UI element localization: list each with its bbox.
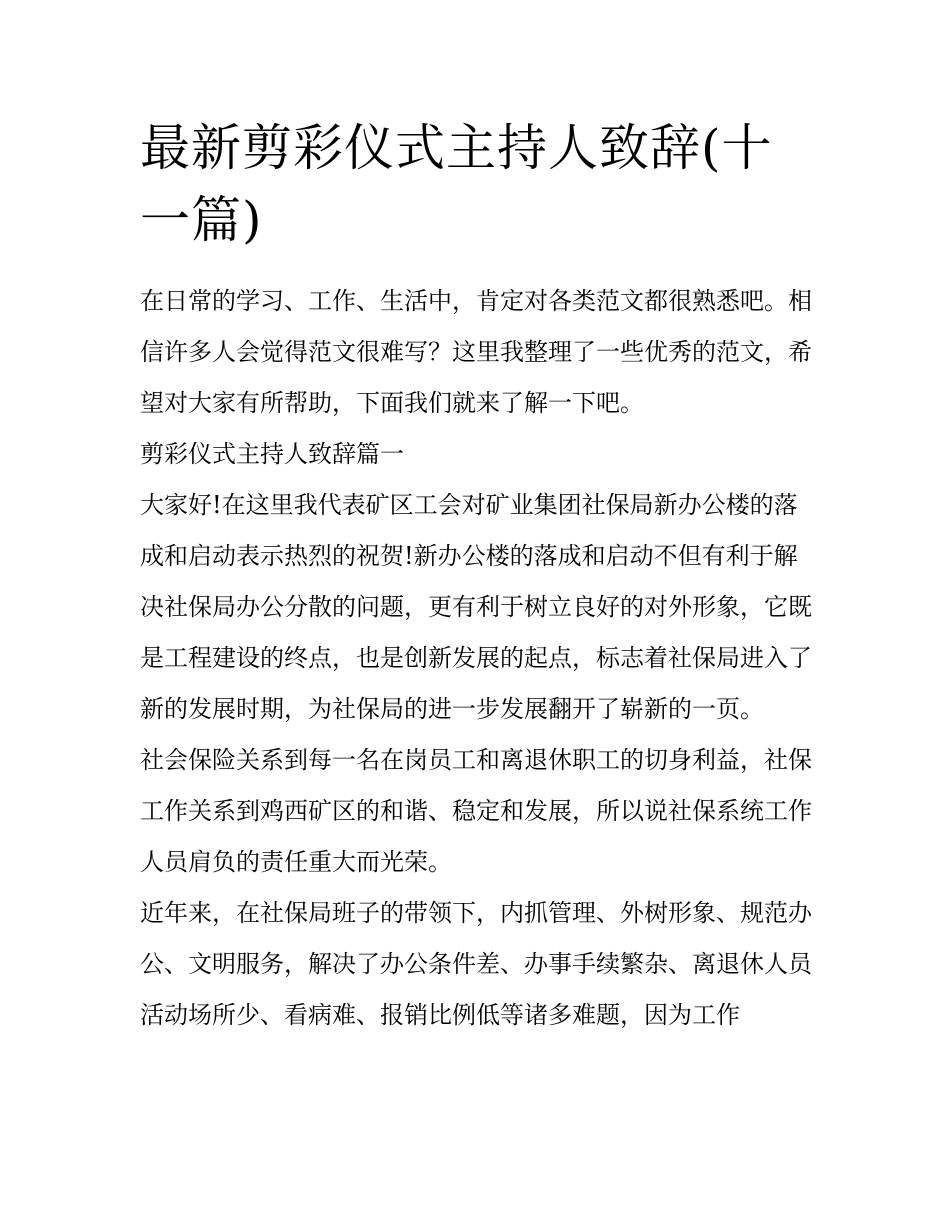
paragraph: 社会保险关系到每一名在岗员工和离退休职工的切身利益，社保工作关系到鸡西矿区的和谐、稳定和发展，所以说社保系统工作人员肩负的责任重大而光荣。 bbox=[140, 746, 812, 876]
document-title: 最新剪彩仪式主持人致辞(十一篇) bbox=[140, 119, 773, 249]
paragraph: 近年来，在社保局班子的带领下，内抓管理、外树形象、规范办公、文明服务，解决了办公条件差、办事手续繁杂、离退休人员活动场所少、看病难、报销比例低等诸多难题，因为工作 bbox=[140, 899, 812, 1029]
section-heading: 剪彩仪式主持人致辞篇一 bbox=[140, 440, 404, 468]
document-body bbox=[140, 276, 820, 1041]
paragraph-intro: 在日常的学习、工作、生活中，肯定对各类范文都很熟悉吧。相信许多人会觉得范文很难写？这里我整理了一些优秀的范文，希望对大家有所帮助，下面我们就来了解一下吧。 bbox=[140, 287, 812, 417]
paragraph: 大家好!在这里我代表矿区工会对矿业集团社保局新办公楼的落成和启动表示热烈的祝贺!新办公楼的落成和启动不但有利于解决社保局办公分散的问题，更有利于树立良好的对外形象，它既是工程建设的终点，也是创新发展的起点，标志着社保局进入了新的发展时期，为社保局的进一步发展翻开了崭新的一页。 bbox=[140, 491, 812, 723]
